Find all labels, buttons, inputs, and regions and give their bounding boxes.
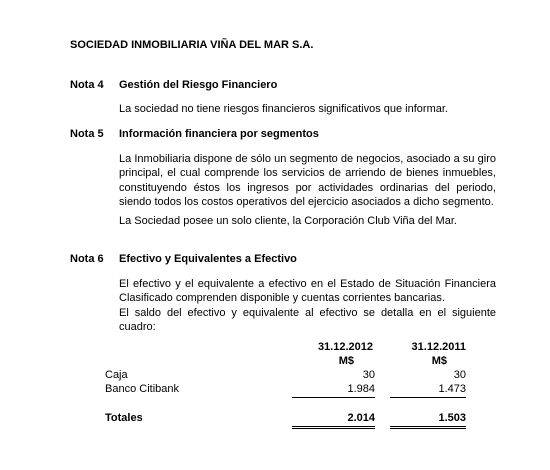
row-totales-2011: 1.503 [438, 412, 466, 424]
row-caja-2011: 30 [453, 369, 466, 381]
col-2012-date: 31.12.2012 [317, 341, 373, 353]
nota6-paragraph [119, 277, 496, 334]
total-rule-2011-a [390, 426, 466, 427]
nota5-client-text: La Sociedad posee un solo cliente, la Corporación Club Viña del Mar. [119, 215, 457, 227]
row-banco-2012: 1.984 [347, 383, 375, 395]
nota6-line-4: cuadro: [119, 320, 156, 333]
col-2012-currency: M$ [338, 355, 354, 367]
row-caja-2012: 30 [362, 369, 375, 381]
total-rule-2012-a [292, 426, 375, 427]
nota5-paragraph [119, 152, 496, 209]
nota4-text: La sociedad no tiene riesgos financieros significativos que informar. [119, 103, 448, 115]
row-caja-label: Caja [105, 369, 128, 381]
nota5-line-3: constituyendo éstos los ingresos por actividades ordinarias del periodo, [119, 181, 496, 194]
nota5-line-1: La Inmobiliaria dispone de sólo un segmento de negocios, asociado a su giro [119, 153, 496, 165]
subtotal-rule-2012 [292, 397, 375, 398]
nota6-line-1: El efectivo y el equivalente a efectivo en el Estado de Situación Financiera [119, 278, 496, 290]
nota6-line-2: Clasificado comprenden disponible y cuentas corrientes bancarias. [119, 292, 445, 305]
nota6-line-3: El saldo del efectivo y equivalente al efectivo se detalla en el siguiente [119, 306, 496, 319]
row-banco-2011: 1.473 [438, 383, 466, 395]
row-totales-2012: 2.014 [347, 412, 375, 424]
nota5-line-2: principal, el cual comprende los servicios de arriendo de bienes inmuebles, [119, 167, 496, 180]
total-rule-2012-b [292, 428, 375, 429]
row-totales-label: Totales [105, 412, 143, 424]
nota5-label: Nota 5 [70, 128, 104, 140]
nota5-line-4: siendo todos los costos operativos del ejercicio asociados a dicho segmento. [119, 195, 494, 208]
nota6-label: Nota 6 [70, 253, 104, 265]
col-2011-currency: M$ [431, 355, 447, 367]
total-rule-2011-b [390, 428, 466, 429]
nota5-title: Información financiera por segmentos [119, 128, 319, 140]
col-2011-date: 31.12.2011 [411, 341, 466, 353]
row-banco-label: Banco Citibank [105, 383, 179, 395]
nota4-label: Nota 4 [70, 79, 104, 91]
nota6-title: Efectivo y Equivalentes a Efectivo [119, 253, 297, 265]
company-title: SOCIEDAD INMOBILIARIA VIÑA DEL MAR S.A. [70, 39, 314, 51]
subtotal-rule-2011 [390, 397, 466, 398]
nota4-title: Gestión del Riesgo Financiero [119, 79, 278, 91]
